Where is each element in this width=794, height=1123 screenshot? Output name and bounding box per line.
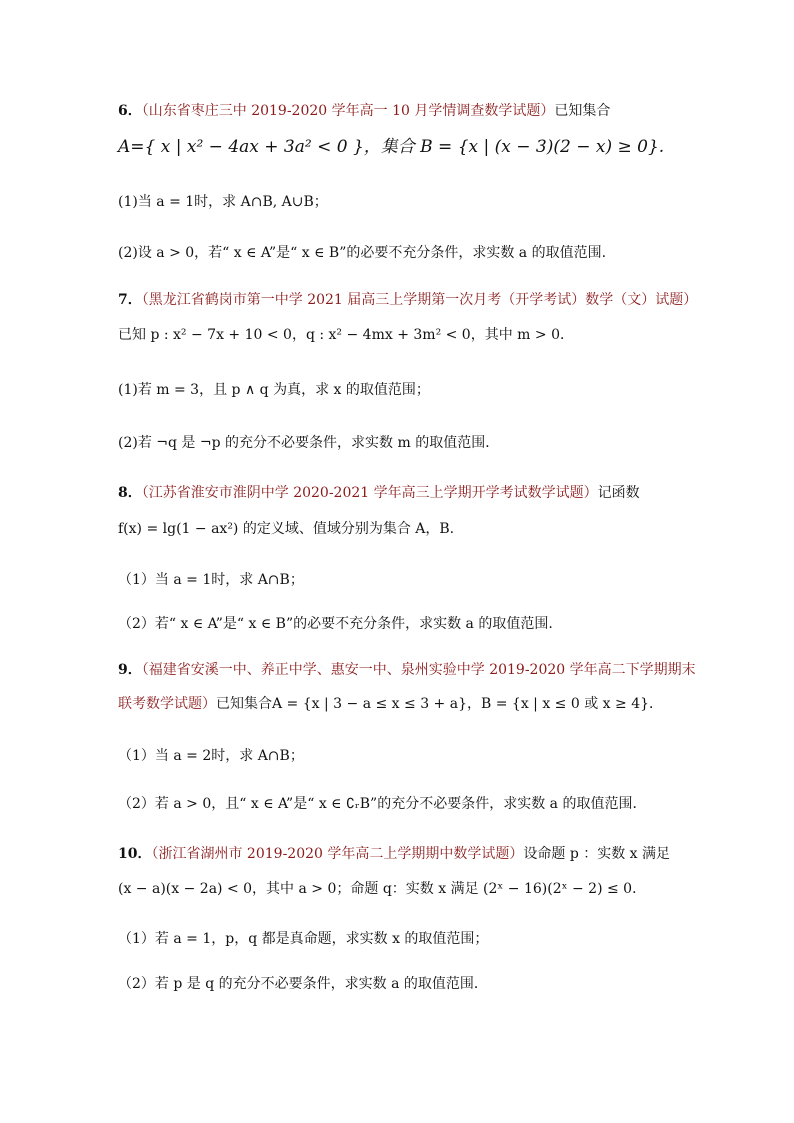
problem-6-part-2: (2)设 a > 0，若“ x ∈ A”是“ x ∈ B”的必要不充分条件，求实数 a 的取值范围.	[118, 245, 607, 261]
problem-7-header	[118, 290, 697, 310]
problem-6-part-1: (1)当 a = 1时，求 A∩B, A∪B；	[118, 194, 328, 210]
problem-number: 9．	[118, 662, 142, 678]
problem-10-part-2: （2）若 p 是 q 的充分不必要条件，求实数 a 的取值范围．	[118, 976, 488, 992]
problem-source: （黑龙江省鹤岗市第一中学 2021 届高三上学期第一次月考（开学考试）数学（文）试题）	[141, 292, 698, 308]
problem-source: （福建省安溪一中、养正中学、惠安一中、泉州实验中学 2019-2020 学年高二下学期期末	[141, 662, 696, 678]
problem-intro: 已知集合	[554, 103, 611, 119]
problem-source: （江苏省淮安市淮阴中学 2020-2021 学年高三上学期开学考试数学试题）	[141, 485, 598, 501]
problem-9-part-1: （1）当 a = 2时，求 A∩B；	[118, 748, 304, 764]
problem-intro: 记函数	[597, 485, 640, 501]
problem-9-part-2: （2）若 a > 0，且“ x ∈ A”是“ x ∈ ∁ᵣB”的充分不必要条件，求实数 a 的取值范围．	[118, 796, 647, 812]
problem-number: 8．	[118, 485, 142, 501]
problem-number: 10．	[118, 846, 152, 862]
problem-10-header	[118, 844, 670, 864]
problem-source-cont: 联考数学试题）	[118, 696, 216, 712]
problem-6-given: A={ x | x² − 4ax + 3a² < 0 }，集合 B = {x | (x − 3)(2 − x) ≥ 0}.	[118, 137, 665, 157]
problem-8-part-1: （1）当 a = 1时，求 A∩B；	[118, 572, 304, 588]
problem-7-given: 已知 p : x² − 7x + 10 < 0，q : x² − 4mx + 3m² < 0，其中 m > 0．	[118, 327, 574, 343]
problem-8-header	[118, 483, 640, 503]
problem-source: （山东省枣庄三中 2019-2020 学年高一 10 月学情调查数学试题）	[141, 103, 555, 119]
problem-9-header-cont	[118, 694, 663, 714]
problem-number: 7．	[118, 292, 142, 308]
problem-source: （浙江省湖州市 2019-2020 学年高二上学期期中数学试题）	[151, 846, 524, 862]
problem-7-part-2: (2)若 ¬q 是 ¬p 的充分不必要条件，求实数 m 的取值范围．	[118, 435, 500, 451]
problem-intro: 已知集合	[216, 696, 272, 712]
problem-10-given: (x − a)(x − 2a) < 0，其中 a > 0；命题 q：实数 x 满足 (2ˣ − 16)(2ˣ − 2) ≤ 0．	[118, 881, 647, 897]
problem-6-header	[118, 101, 610, 121]
problem-9-given: A = {x | 3 − a ≤ x ≤ 3 + a}，B = {x | x ≤ 0 或 x ≥ 4}．	[272, 696, 664, 712]
problem-intro: 设命题 p ：实数 x 满足	[523, 846, 671, 862]
problem-8-given: f(x) = lg(1 − ax²) 的定义域、值域分别为集合 A，B.	[118, 521, 455, 537]
problem-number: 6．	[118, 103, 142, 119]
problem-7-part-1: (1)若 m = 3，且 p ∧ q 为真，求 x 的取值范围；	[118, 382, 430, 398]
problem-8-part-2: （2）若“ x ∈ A”是“ x ∈ B”的必要不充分条件，求实数 a 的取值范围.	[118, 616, 553, 632]
problem-9-header	[118, 660, 696, 680]
problem-10-part-1: （1）若 a = 1，p，q 都是真命题，求实数 x 的取值范围；	[118, 931, 489, 947]
